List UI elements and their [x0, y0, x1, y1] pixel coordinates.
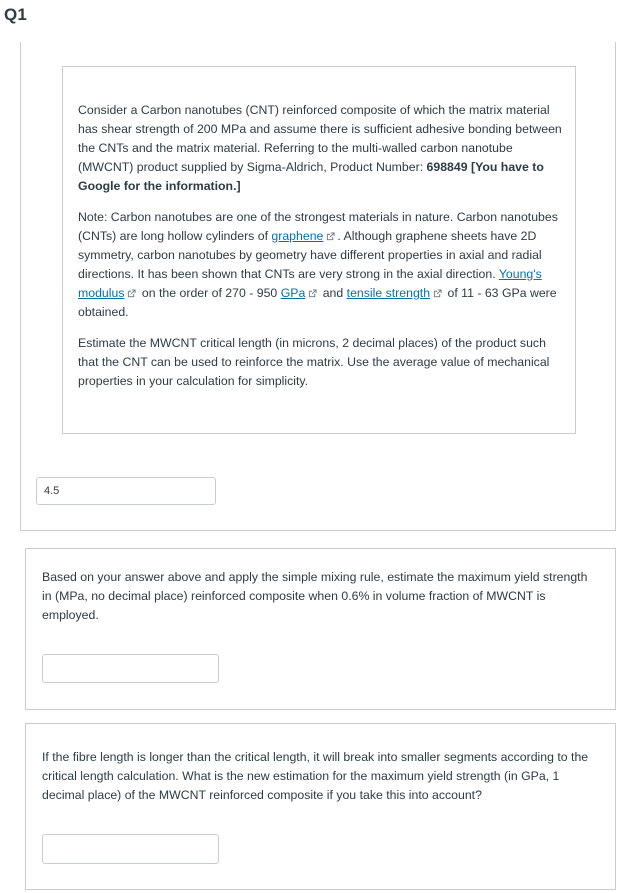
youngs-modulus-link[interactable]: Young's modulus [78, 267, 542, 300]
answer-input-3[interactable] [42, 834, 219, 864]
question-text-2: Based on your answer above and apply the simple mixing rule, estimate the maximum yield strength in (MPa, no decimal place) reinforced composite when 0.6% in volume fraction of MWCNT is employed. [42, 570, 588, 622]
note-text-end: of 11 - 63 GPa were obtained. [78, 286, 557, 319]
question-text-box [62, 66, 576, 434]
question-body [78, 101, 563, 403]
product-number-text: 698849 [You have to Google for the information.] [78, 160, 544, 193]
intro-text: Consider a Carbon nanotubes (CNT) reinforced composite of which the matrix material has shear strength of 200 MPa and assume there is sufficient adhesive bonding between the CNTs and the matrix material. Referring to the multi-walled carbon nanotube (MWCNT) product supplied by Sigma-Aldrich, Product Number: [78, 103, 562, 174]
question-paragraph: Estimate the MWCNT critical length (in microns, 2 decimal places) of the product such that the CNT can be used to reinforce the matrix. Use the average value of mechanical properties in your calculation for simplicity. [78, 336, 550, 388]
external-link-icon [433, 289, 442, 298]
note-text-start: Note: Carbon nanotubes are one of the strongest materials in nature. Carbon nanotubes (CNTs) are long hollow cylinders of [78, 210, 558, 243]
answer-input-2[interactable] [42, 654, 219, 683]
tensile-strength-link[interactable]: tensile strength [346, 286, 431, 300]
question-part-1 [20, 42, 616, 531]
question-part-2 [25, 548, 616, 710]
intro-paragraph [78, 101, 563, 196]
question-part-3 [25, 723, 616, 890]
note-text-mid-1: . Although graphene sheets have 2D symmetry, carbon nanotubes by geometry have different properties in axial and radial directions. It has been shown that CNTs are very strong in the axial direction. [78, 229, 542, 281]
question-title: Q1 [4, 5, 28, 24]
question-text-3: If the fibre length is longer than the critical length, it will break into smaller segments according to the critical length calculation. What is the new estimation for the maximum yield strength (in GPa, 1 decimal place) of the MWCNT reinforced composite if you take this into account? [42, 750, 589, 802]
graphene-link[interactable]: graphene [271, 229, 324, 243]
answer-input-1[interactable] [36, 477, 216, 505]
note-text-mid-3: and [319, 286, 347, 300]
note-text-mid-2: on the order of 270 - 950 [138, 286, 281, 300]
gpa-link[interactable]: GPa [280, 286, 306, 300]
note-paragraph [78, 208, 563, 322]
external-link-icon [127, 289, 136, 298]
external-link-icon [326, 232, 335, 241]
external-link-icon [308, 289, 317, 298]
